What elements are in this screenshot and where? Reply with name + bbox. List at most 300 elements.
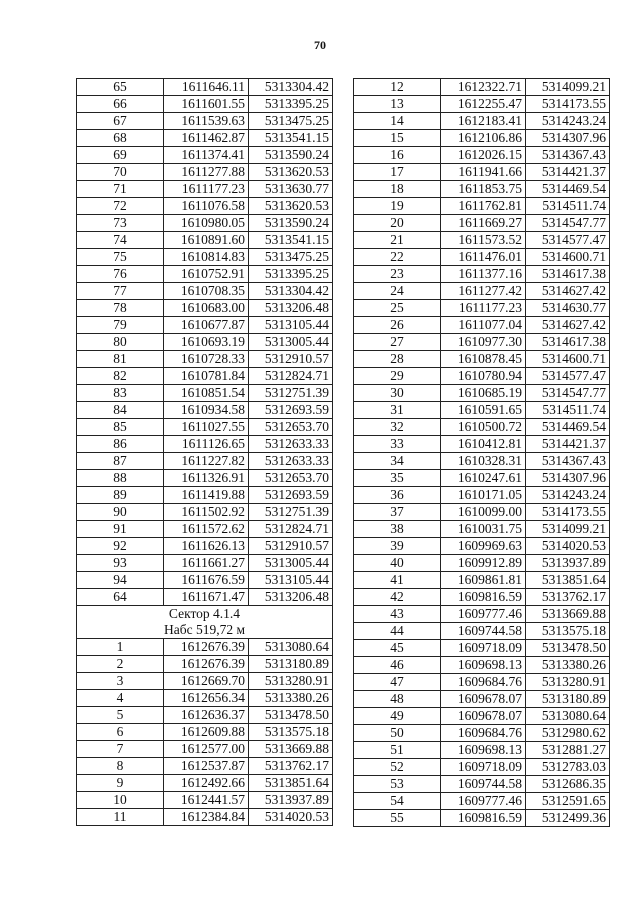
point-number-cell: 9 <box>77 775 164 792</box>
table-row <box>77 96 333 113</box>
x-coordinate-cell: 1611572.62 <box>164 521 249 538</box>
y-coordinate-cell: 5313937.89 <box>526 555 610 572</box>
x-coordinate-cell: 1609969.63 <box>441 538 526 555</box>
x-coordinate-cell: 1610781.84 <box>164 368 249 385</box>
table-row <box>77 521 333 538</box>
y-coordinate-cell: 5314173.55 <box>526 96 610 113</box>
table-row <box>77 690 333 707</box>
x-coordinate-cell: 1610171.05 <box>441 487 526 504</box>
table-row <box>354 487 610 504</box>
x-coordinate-cell: 1612577.00 <box>164 741 249 758</box>
table-row <box>77 419 333 436</box>
y-coordinate-cell: 5313280.91 <box>526 674 610 691</box>
table-row <box>77 758 333 775</box>
y-coordinate-cell: 5314421.37 <box>526 436 610 453</box>
point-number-cell: 6 <box>77 724 164 741</box>
point-number-cell: 18 <box>354 181 441 198</box>
point-number-cell: 25 <box>354 300 441 317</box>
y-coordinate-cell: 5312910.57 <box>249 538 333 555</box>
table-row <box>354 708 610 725</box>
point-number-cell: 90 <box>77 504 164 521</box>
x-coordinate-cell: 1610708.35 <box>164 283 249 300</box>
table-row <box>354 317 610 334</box>
y-coordinate-cell: 5313180.89 <box>249 656 333 673</box>
table-row <box>77 181 333 198</box>
x-coordinate-cell: 1611941.66 <box>441 164 526 181</box>
y-coordinate-cell: 5313180.89 <box>526 691 610 708</box>
table-row <box>77 673 333 690</box>
x-coordinate-cell: 1609684.76 <box>441 725 526 742</box>
y-coordinate-cell: 5314020.53 <box>526 538 610 555</box>
y-coordinate-cell: 5312783.03 <box>526 759 610 776</box>
y-coordinate-cell: 5313206.48 <box>249 300 333 317</box>
x-coordinate-cell: 1611277.88 <box>164 164 249 181</box>
table-row <box>354 504 610 521</box>
table-row <box>354 470 610 487</box>
point-number-cell: 89 <box>77 487 164 504</box>
y-coordinate-cell: 5313669.88 <box>249 741 333 758</box>
y-coordinate-cell: 5313669.88 <box>526 606 610 623</box>
point-number-cell: 73 <box>77 215 164 232</box>
table-row <box>354 368 610 385</box>
point-number-cell: 8 <box>77 758 164 775</box>
table-row <box>354 249 610 266</box>
x-coordinate-cell: 1610247.61 <box>441 470 526 487</box>
point-number-cell: 70 <box>77 164 164 181</box>
x-coordinate-cell: 1611077.04 <box>441 317 526 334</box>
y-coordinate-cell: 5313395.25 <box>249 96 333 113</box>
table-row <box>354 640 610 657</box>
x-coordinate-cell: 1611671.47 <box>164 589 249 606</box>
point-number-cell: 49 <box>354 708 441 725</box>
y-coordinate-cell: 5314577.47 <box>526 232 610 249</box>
table-row <box>354 402 610 419</box>
y-coordinate-cell: 5314099.21 <box>526 521 610 538</box>
x-coordinate-cell: 1609718.09 <box>441 759 526 776</box>
table-row <box>77 385 333 402</box>
x-coordinate-cell: 1611177.23 <box>164 181 249 198</box>
point-number-cell: 46 <box>354 657 441 674</box>
point-number-cell: 7 <box>77 741 164 758</box>
table-row <box>77 266 333 283</box>
x-coordinate-cell: 1609678.07 <box>441 691 526 708</box>
point-number-cell: 50 <box>354 725 441 742</box>
table-row <box>77 504 333 521</box>
x-coordinate-cell: 1610500.72 <box>441 419 526 436</box>
point-number-cell: 66 <box>77 96 164 113</box>
table-row <box>354 198 610 215</box>
point-number-cell: 13 <box>354 96 441 113</box>
x-coordinate-cell: 1610980.05 <box>164 215 249 232</box>
point-number-cell: 37 <box>354 504 441 521</box>
point-number-cell: 41 <box>354 572 441 589</box>
table-row <box>354 623 610 640</box>
sector-caption-row <box>77 606 333 639</box>
x-coordinate-cell: 1609816.59 <box>441 810 526 827</box>
y-coordinate-cell: 5313304.42 <box>249 79 333 96</box>
coordinates-table-right <box>353 78 610 827</box>
x-coordinate-cell: 1610685.19 <box>441 385 526 402</box>
y-coordinate-cell: 5313620.53 <box>249 198 333 215</box>
x-coordinate-cell: 1611076.58 <box>164 198 249 215</box>
x-coordinate-cell: 1610693.19 <box>164 334 249 351</box>
point-number-cell: 45 <box>354 640 441 657</box>
point-number-cell: 48 <box>354 691 441 708</box>
x-coordinate-cell: 1609744.58 <box>441 776 526 793</box>
y-coordinate-cell: 5312653.70 <box>249 419 333 436</box>
table-row <box>354 555 610 572</box>
y-coordinate-cell: 5314511.74 <box>526 402 610 419</box>
x-coordinate-cell: 1610934.58 <box>164 402 249 419</box>
table-row <box>77 572 333 589</box>
point-number-cell: 69 <box>77 147 164 164</box>
point-number-cell: 2 <box>77 656 164 673</box>
x-coordinate-cell: 1609861.81 <box>441 572 526 589</box>
point-number-cell: 43 <box>354 606 441 623</box>
x-coordinate-cell: 1610780.94 <box>441 368 526 385</box>
point-number-cell: 76 <box>77 266 164 283</box>
table-row <box>77 351 333 368</box>
x-coordinate-cell: 1611277.42 <box>441 283 526 300</box>
point-number-cell: 14 <box>354 113 441 130</box>
sector-subtitle: Набс 519,72 м <box>163 622 246 637</box>
point-number-cell: 16 <box>354 147 441 164</box>
y-coordinate-cell: 5313280.91 <box>249 673 333 690</box>
y-coordinate-cell: 5314020.53 <box>249 809 333 826</box>
y-coordinate-cell: 5313620.53 <box>249 164 333 181</box>
table-row <box>354 742 610 759</box>
x-coordinate-cell: 1612537.87 <box>164 758 249 775</box>
x-coordinate-cell: 1611669.27 <box>441 215 526 232</box>
y-coordinate-cell: 5313380.26 <box>526 657 610 674</box>
table-row <box>77 639 333 656</box>
y-coordinate-cell: 5313478.50 <box>249 707 333 724</box>
y-coordinate-cell: 5312633.33 <box>249 436 333 453</box>
y-coordinate-cell: 5313005.44 <box>249 555 333 572</box>
y-coordinate-cell: 5313206.48 <box>249 589 333 606</box>
x-coordinate-cell: 1611762.81 <box>441 198 526 215</box>
y-coordinate-cell: 5314307.96 <box>526 130 610 147</box>
x-coordinate-cell: 1610851.54 <box>164 385 249 402</box>
x-coordinate-cell: 1611539.63 <box>164 113 249 130</box>
y-coordinate-cell: 5314469.54 <box>526 181 610 198</box>
table-row <box>354 300 610 317</box>
y-coordinate-cell: 5313380.26 <box>249 690 333 707</box>
point-number-cell: 47 <box>354 674 441 691</box>
y-coordinate-cell: 5314627.42 <box>526 317 610 334</box>
x-coordinate-cell: 1611853.75 <box>441 181 526 198</box>
point-number-cell: 51 <box>354 742 441 759</box>
x-coordinate-cell: 1610728.33 <box>164 351 249 368</box>
x-coordinate-cell: 1610814.83 <box>164 249 249 266</box>
point-number-cell: 67 <box>77 113 164 130</box>
point-number-cell: 42 <box>354 589 441 606</box>
y-coordinate-cell: 5313541.15 <box>249 130 333 147</box>
y-coordinate-cell: 5314617.38 <box>526 334 610 351</box>
point-number-cell: 38 <box>354 521 441 538</box>
point-number-cell: 92 <box>77 538 164 555</box>
y-coordinate-cell: 5314243.24 <box>526 113 610 130</box>
point-number-cell: 82 <box>77 368 164 385</box>
point-number-cell: 4 <box>77 690 164 707</box>
y-coordinate-cell: 5314577.47 <box>526 368 610 385</box>
table-row <box>77 215 333 232</box>
x-coordinate-cell: 1612669.70 <box>164 673 249 690</box>
y-coordinate-cell: 5313851.64 <box>249 775 333 792</box>
x-coordinate-cell: 1612106.86 <box>441 130 526 147</box>
table-row <box>354 130 610 147</box>
x-coordinate-cell: 1611462.87 <box>164 130 249 147</box>
sector-title: Сектор 4.1.4 <box>168 606 241 621</box>
y-coordinate-cell: 5312686.35 <box>526 776 610 793</box>
point-number-cell: 64 <box>77 589 164 606</box>
y-coordinate-cell: 5313575.18 <box>526 623 610 640</box>
point-number-cell: 79 <box>77 317 164 334</box>
point-number-cell: 19 <box>354 198 441 215</box>
y-coordinate-cell: 5313105.44 <box>249 572 333 589</box>
x-coordinate-cell: 1610677.87 <box>164 317 249 334</box>
y-coordinate-cell: 5314600.71 <box>526 351 610 368</box>
x-coordinate-cell: 1609718.09 <box>441 640 526 657</box>
sector-caption <box>77 606 333 639</box>
point-number-cell: 77 <box>77 283 164 300</box>
y-coordinate-cell: 5313475.25 <box>249 113 333 130</box>
point-number-cell: 29 <box>354 368 441 385</box>
x-coordinate-cell: 1610878.45 <box>441 351 526 368</box>
x-coordinate-cell: 1611126.65 <box>164 436 249 453</box>
x-coordinate-cell: 1612492.66 <box>164 775 249 792</box>
table-row <box>77 164 333 181</box>
point-number-cell: 33 <box>354 436 441 453</box>
y-coordinate-cell: 5313575.18 <box>249 724 333 741</box>
x-coordinate-cell: 1611646.11 <box>164 79 249 96</box>
x-coordinate-cell: 1609698.13 <box>441 742 526 759</box>
x-coordinate-cell: 1611377.16 <box>441 266 526 283</box>
point-number-cell: 86 <box>77 436 164 453</box>
table-row <box>354 334 610 351</box>
table-row <box>77 656 333 673</box>
table-row <box>354 419 610 436</box>
table-row <box>354 181 610 198</box>
x-coordinate-cell: 1611027.55 <box>164 419 249 436</box>
table-row <box>354 759 610 776</box>
x-coordinate-cell: 1610328.31 <box>441 453 526 470</box>
x-coordinate-cell: 1611676.59 <box>164 572 249 589</box>
x-coordinate-cell: 1611626.13 <box>164 538 249 555</box>
y-coordinate-cell: 5314367.43 <box>526 453 610 470</box>
point-number-cell: 78 <box>77 300 164 317</box>
table-row <box>77 453 333 470</box>
point-number-cell: 84 <box>77 402 164 419</box>
table-row <box>77 589 333 606</box>
y-coordinate-cell: 5313762.17 <box>249 758 333 775</box>
y-coordinate-cell: 5312591.65 <box>526 793 610 810</box>
table-row <box>354 385 610 402</box>
table-row <box>77 741 333 758</box>
point-number-cell: 85 <box>77 419 164 436</box>
point-number-cell: 55 <box>354 810 441 827</box>
y-coordinate-cell: 5312751.39 <box>249 385 333 402</box>
x-coordinate-cell: 1612026.15 <box>441 147 526 164</box>
table-row <box>354 164 610 181</box>
table-row <box>354 147 610 164</box>
x-coordinate-cell: 1611502.92 <box>164 504 249 521</box>
point-number-cell: 22 <box>354 249 441 266</box>
table-row <box>354 232 610 249</box>
x-coordinate-cell: 1610031.75 <box>441 521 526 538</box>
point-number-cell: 44 <box>354 623 441 640</box>
y-coordinate-cell: 5314617.38 <box>526 266 610 283</box>
x-coordinate-cell: 1609698.13 <box>441 657 526 674</box>
x-coordinate-cell: 1610099.00 <box>441 504 526 521</box>
table-row <box>354 725 610 742</box>
table-row <box>354 691 610 708</box>
y-coordinate-cell: 5314627.42 <box>526 283 610 300</box>
table-row <box>77 724 333 741</box>
x-coordinate-cell: 1612322.71 <box>441 79 526 96</box>
point-number-cell: 65 <box>77 79 164 96</box>
x-coordinate-cell: 1609744.58 <box>441 623 526 640</box>
y-coordinate-cell: 5314547.77 <box>526 215 610 232</box>
x-coordinate-cell: 1611227.82 <box>164 453 249 470</box>
x-coordinate-cell: 1612441.57 <box>164 792 249 809</box>
y-coordinate-cell: 5313395.25 <box>249 266 333 283</box>
x-coordinate-cell: 1611177.23 <box>441 300 526 317</box>
table-row <box>77 249 333 266</box>
table-row <box>354 538 610 555</box>
point-number-cell: 21 <box>354 232 441 249</box>
point-number-cell: 80 <box>77 334 164 351</box>
table-row <box>354 674 610 691</box>
x-coordinate-cell: 1610412.81 <box>441 436 526 453</box>
y-coordinate-cell: 5313105.44 <box>249 317 333 334</box>
point-number-cell: 1 <box>77 639 164 656</box>
y-coordinate-cell: 5314600.71 <box>526 249 610 266</box>
table-row <box>77 538 333 555</box>
y-coordinate-cell: 5312980.62 <box>526 725 610 742</box>
point-number-cell: 31 <box>354 402 441 419</box>
table-row <box>77 809 333 826</box>
x-coordinate-cell: 1609816.59 <box>441 589 526 606</box>
table-row <box>77 707 333 724</box>
point-number-cell: 39 <box>354 538 441 555</box>
y-coordinate-cell: 5314630.77 <box>526 300 610 317</box>
point-number-cell: 32 <box>354 419 441 436</box>
y-coordinate-cell: 5313080.64 <box>249 639 333 656</box>
point-number-cell: 36 <box>354 487 441 504</box>
y-coordinate-cell: 5314547.77 <box>526 385 610 402</box>
point-number-cell: 71 <box>77 181 164 198</box>
y-coordinate-cell: 5313478.50 <box>526 640 610 657</box>
table-row <box>77 555 333 572</box>
table-row <box>354 113 610 130</box>
table-row <box>77 792 333 809</box>
table-row <box>77 130 333 147</box>
point-number-cell: 93 <box>77 555 164 572</box>
x-coordinate-cell: 1610977.30 <box>441 334 526 351</box>
point-number-cell: 34 <box>354 453 441 470</box>
point-number-cell: 72 <box>77 198 164 215</box>
table-row <box>354 436 610 453</box>
y-coordinate-cell: 5313541.15 <box>249 232 333 249</box>
x-coordinate-cell: 1611476.01 <box>441 249 526 266</box>
table-row <box>77 232 333 249</box>
y-coordinate-cell: 5313590.24 <box>249 147 333 164</box>
y-coordinate-cell: 5312751.39 <box>249 504 333 521</box>
point-number-cell: 30 <box>354 385 441 402</box>
table-row <box>77 402 333 419</box>
x-coordinate-cell: 1611374.41 <box>164 147 249 164</box>
point-number-cell: 68 <box>77 130 164 147</box>
point-number-cell: 17 <box>354 164 441 181</box>
y-coordinate-cell: 5314511.74 <box>526 198 610 215</box>
table-row <box>77 79 333 96</box>
y-coordinate-cell: 5312633.33 <box>249 453 333 470</box>
x-coordinate-cell: 1612676.39 <box>164 656 249 673</box>
table-row <box>77 775 333 792</box>
point-number-cell: 10 <box>77 792 164 809</box>
point-number-cell: 91 <box>77 521 164 538</box>
y-coordinate-cell: 5313590.24 <box>249 215 333 232</box>
point-number-cell: 12 <box>354 79 441 96</box>
point-number-cell: 5 <box>77 707 164 724</box>
table-row <box>77 436 333 453</box>
point-number-cell: 27 <box>354 334 441 351</box>
table-row <box>77 470 333 487</box>
y-coordinate-cell: 5313475.25 <box>249 249 333 266</box>
x-coordinate-cell: 1612384.84 <box>164 809 249 826</box>
table-row <box>77 300 333 317</box>
x-coordinate-cell: 1610683.00 <box>164 300 249 317</box>
x-coordinate-cell: 1609777.46 <box>441 793 526 810</box>
table-row <box>354 793 610 810</box>
y-coordinate-cell: 5313005.44 <box>249 334 333 351</box>
table-row <box>354 351 610 368</box>
table-row <box>77 198 333 215</box>
table-row <box>77 487 333 504</box>
table-row <box>354 266 610 283</box>
point-number-cell: 26 <box>354 317 441 334</box>
table-row <box>77 317 333 334</box>
table-row <box>77 368 333 385</box>
x-coordinate-cell: 1612183.41 <box>441 113 526 130</box>
table-row <box>354 572 610 589</box>
table-row <box>77 283 333 300</box>
point-number-cell: 53 <box>354 776 441 793</box>
y-coordinate-cell: 5314099.21 <box>526 79 610 96</box>
point-number-cell: 88 <box>77 470 164 487</box>
point-number-cell: 11 <box>77 809 164 826</box>
table-row <box>354 810 610 827</box>
x-coordinate-cell: 1611419.88 <box>164 487 249 504</box>
x-coordinate-cell: 1611326.91 <box>164 470 249 487</box>
x-coordinate-cell: 1610752.91 <box>164 266 249 283</box>
x-coordinate-cell: 1609777.46 <box>441 606 526 623</box>
point-number-cell: 15 <box>354 130 441 147</box>
y-coordinate-cell: 5314307.96 <box>526 470 610 487</box>
x-coordinate-cell: 1610591.65 <box>441 402 526 419</box>
table-row <box>354 521 610 538</box>
table-row <box>354 79 610 96</box>
y-coordinate-cell: 5313304.42 <box>249 283 333 300</box>
page-number: 70 <box>314 38 326 52</box>
y-coordinate-cell: 5314469.54 <box>526 419 610 436</box>
table-row <box>354 96 610 113</box>
y-coordinate-cell: 5313630.77 <box>249 181 333 198</box>
table-row <box>354 606 610 623</box>
x-coordinate-cell: 1609912.89 <box>441 555 526 572</box>
point-number-cell: 83 <box>77 385 164 402</box>
